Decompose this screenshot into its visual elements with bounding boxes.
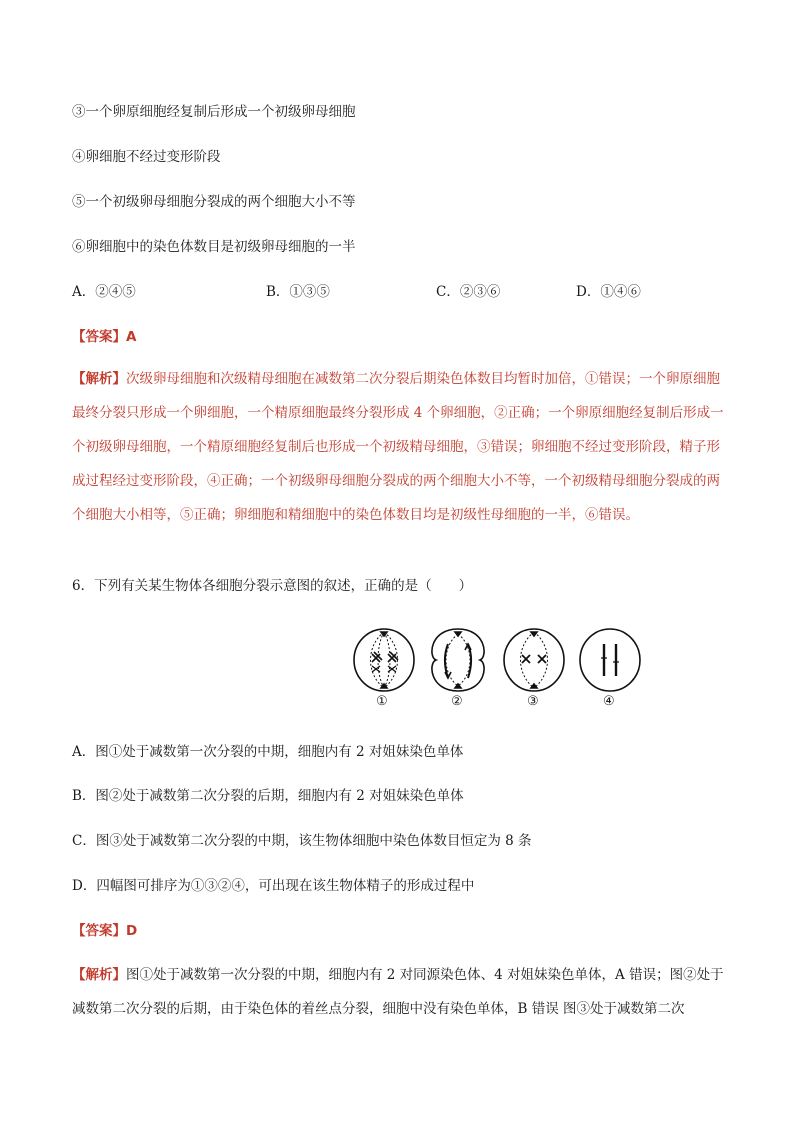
q6-option-d: D．四幅图可排序为①③②④，可出现在该生物体精子的形成过程中 <box>72 878 475 894</box>
q6-option-b: B．图②处于减数第二次分裂的后期，细胞内有 2 对姐妹染色单体 <box>72 788 464 804</box>
cell-4-drawing <box>580 629 640 691</box>
figure-label-3: ③ <box>527 694 539 709</box>
answer-label: 【答案】 <box>72 923 126 939</box>
cell-division-figure <box>348 622 648 722</box>
cell-1-drawing <box>354 629 414 691</box>
figure-label-1: ① <box>376 694 388 709</box>
q6-option-c: C．图③处于减数第二次分裂的中期，该生物体细胞中染色体数目恒定为 8 条 <box>72 833 532 849</box>
q5-option-b: B．①③⑤ <box>266 284 330 300</box>
figure-label-2: ② <box>451 694 463 709</box>
answer-label: 【答案】 <box>72 329 126 345</box>
q6-answer <box>72 921 137 941</box>
cell-3-drawing <box>504 629 564 691</box>
answer-value: D <box>126 923 138 939</box>
q6-option-a: A．图①处于减数第一次分裂的中期，细胞内有 2 对姐妹染色单体 <box>72 744 464 760</box>
q5-option-d: D．①④⑥ <box>576 284 641 300</box>
q5-analysis <box>72 362 724 532</box>
analysis-label: 【解析】 <box>72 371 126 387</box>
q5-item-4: ④卵细胞不经过变形阶段 <box>72 149 221 165</box>
q5-item-5: ⑤一个初级卵母细胞分裂成的两个细胞大小不等 <box>72 194 356 210</box>
q5-item-3: ③一个卵原细胞经复制后形成一个初级卵母细胞 <box>72 104 356 120</box>
q5-option-a: A．②④⑤ <box>72 284 136 300</box>
analysis-label: 【解析】 <box>72 967 126 983</box>
analysis-text: 图①处于减数第一次分裂的中期，细胞内有 2 对同源染色体、4 对姐妹染色单体，A 错误；图②处于减数第二次分裂的后期，由于染色体的着丝点分裂，细胞中没有染色单体，B 错误 图③处于减数第二次 <box>72 967 724 1017</box>
q5-answer <box>72 327 136 347</box>
q6-stem: 6．下列有关某生物体各细胞分裂示意图的叙述，正确的是（ ） <box>72 578 473 594</box>
analysis-text: 次级卵母细胞和次级精母细胞在减数第二次分裂后期染色体数目均暂时加倍，①错误；一个卵原细胞最终分裂只形成一个卵细胞，一个精原细胞最终分裂形成 4 个卵细胞，②正确；一个卵原细胞经复制后形成一个初级卵母细胞，一个精原细胞经复制后也形成一个初级精母细胞，③错误；卵细胞不经过变形阶段，精子形成过程经过变形阶段，④正确；一个初级卵母细胞分裂成的两个细胞大小不等，一个初级精母细胞分裂成的两个细胞大小相等，⑤正确；卵细胞和精细胞中的染色体数目均是初级性母细胞的一半，⑥错误。 <box>72 371 724 523</box>
q5-item-6: ⑥卵细胞中的染色体数目是初级卵母细胞的一半 <box>72 239 356 255</box>
figure-label-4: ④ <box>603 694 615 709</box>
q5-option-c: C．②③⑥ <box>436 284 501 300</box>
cell-2-drawing <box>432 629 484 691</box>
answer-value: A <box>126 329 137 345</box>
q6-analysis <box>72 958 724 1026</box>
